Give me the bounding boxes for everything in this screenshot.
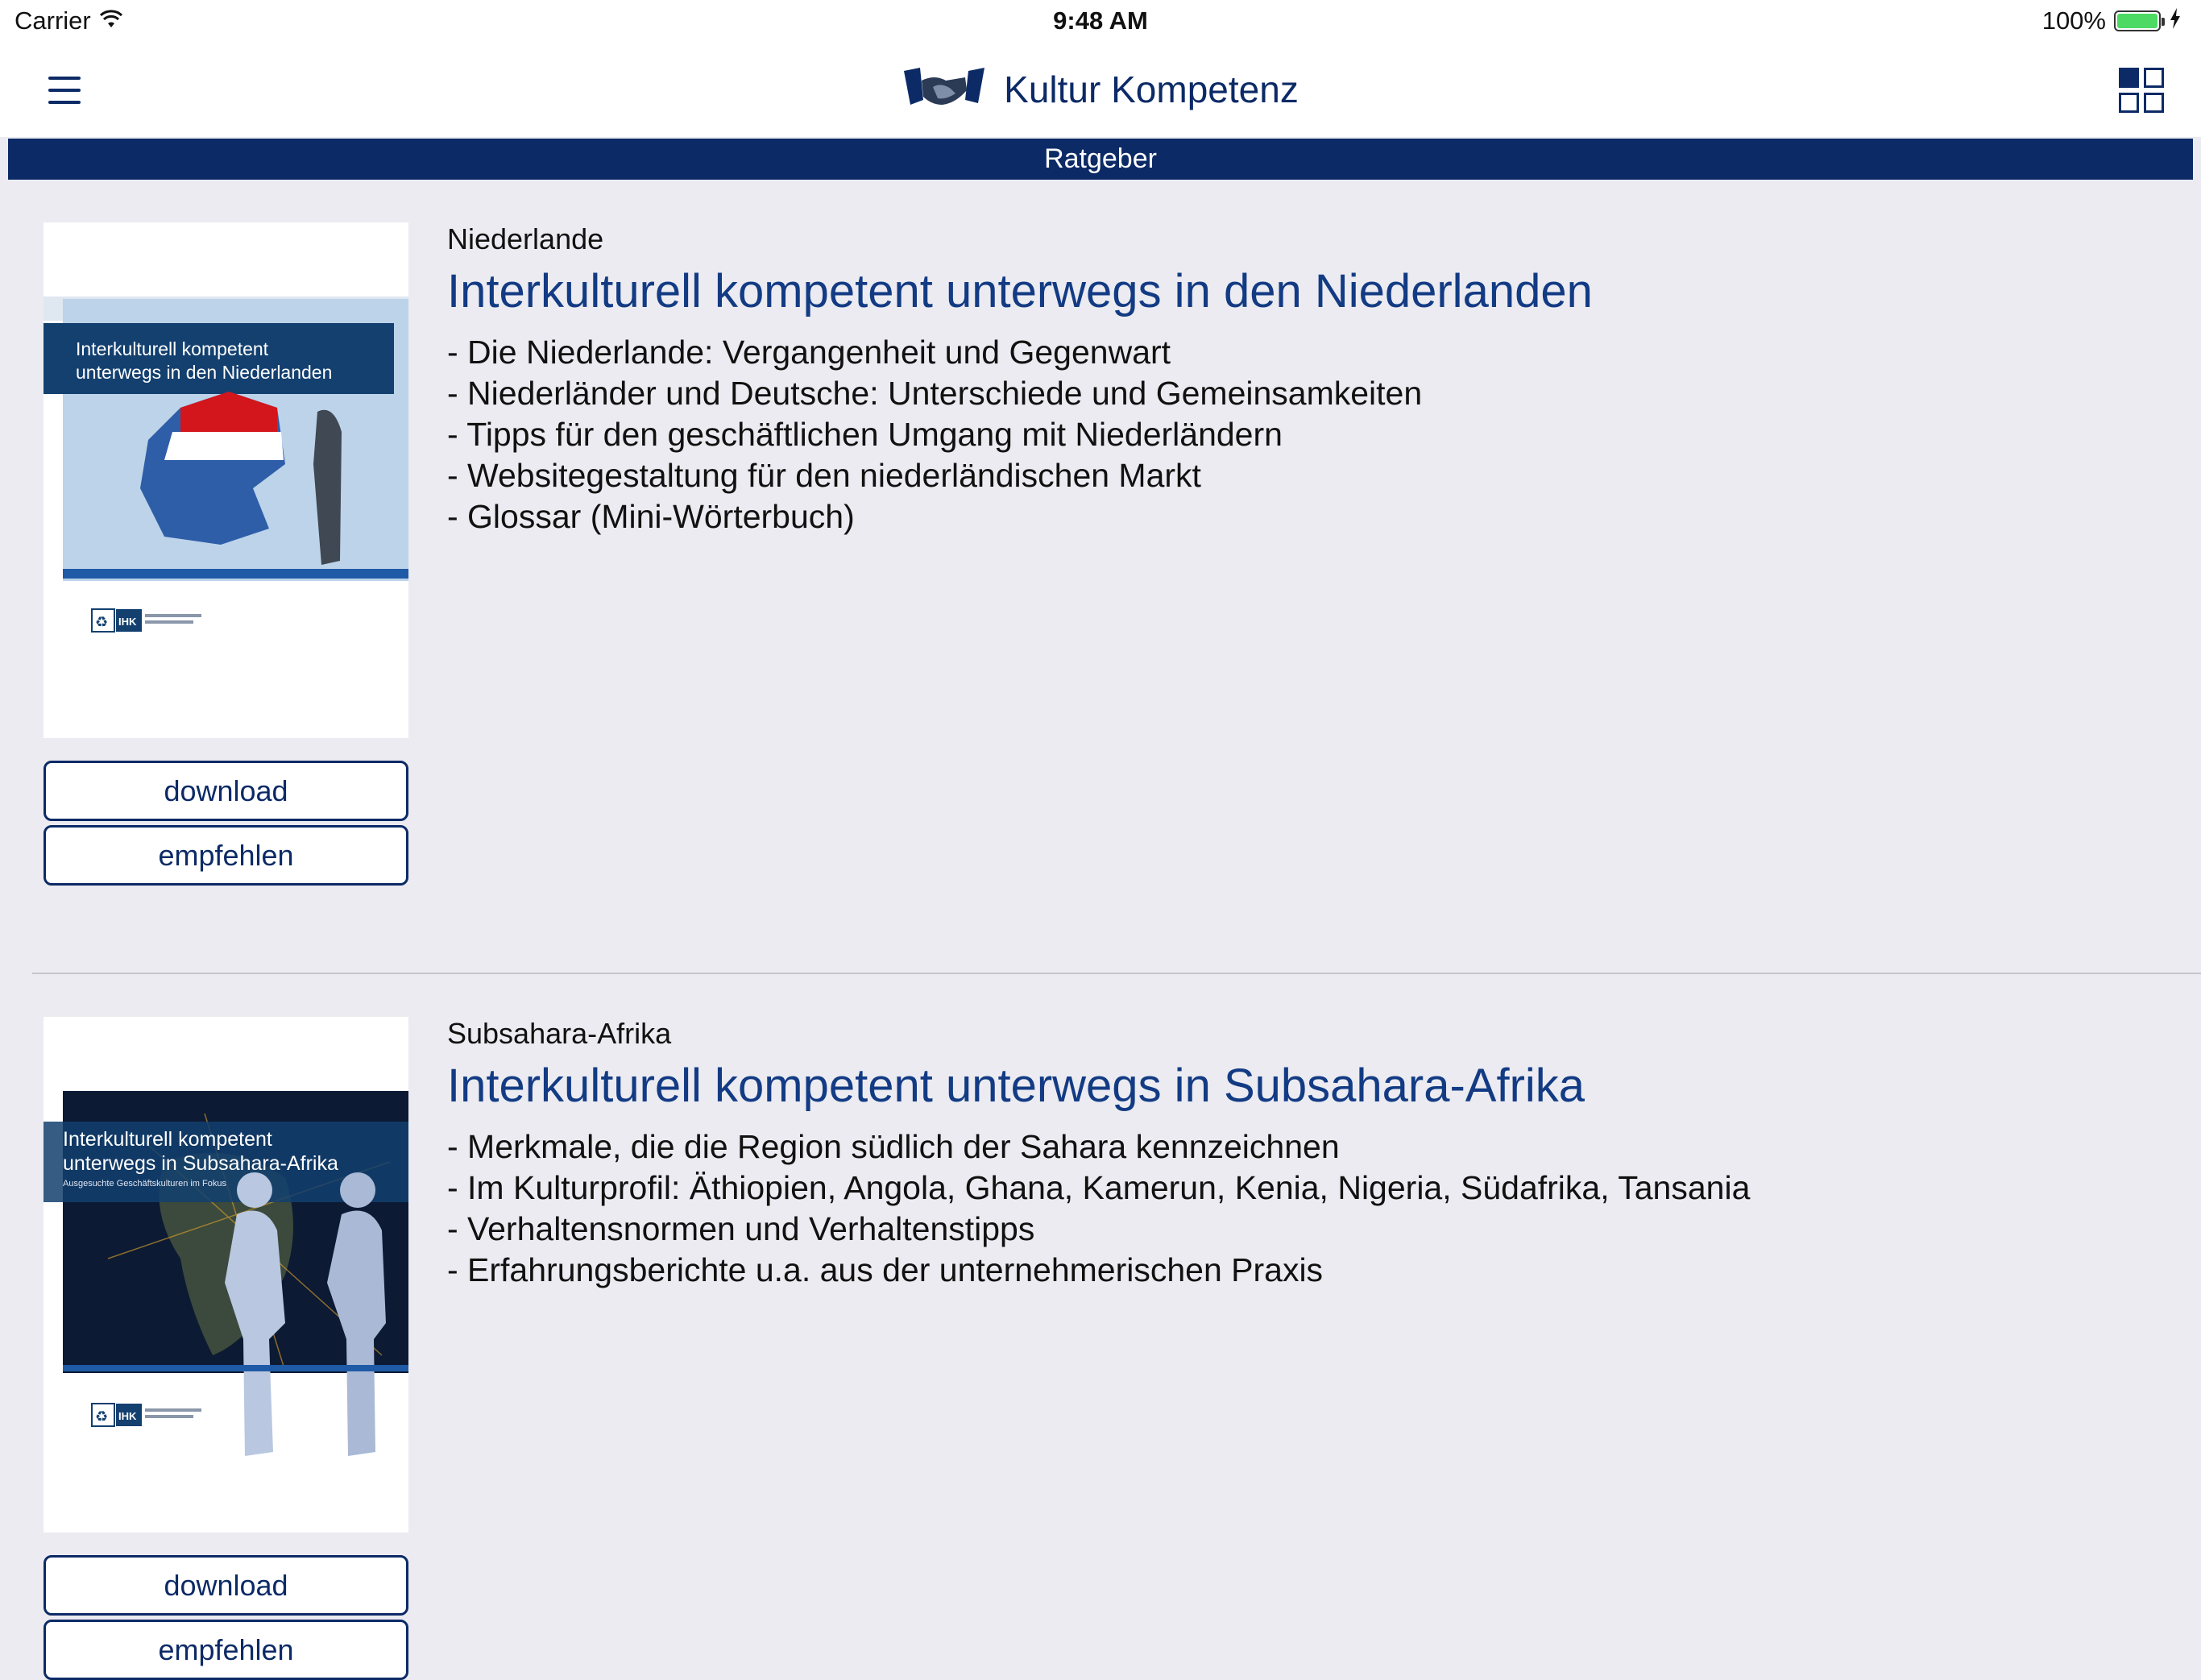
download-button[interactable]: download [44,761,408,821]
description-line: - Merkmale, die die Region südlich der Sahara kennzeichnen [447,1128,1340,1165]
battery-percent: 100% [2041,6,2106,35]
battery-icon [2114,10,2161,31]
cover-line-1: Interkulturell kompetent [63,1128,272,1151]
item-category: Subsahara-Afrika [447,1017,672,1050]
recommend-button[interactable]: empfehlen [44,1620,408,1680]
app-title: Kultur Kompetenz [1004,68,1299,110]
item-divider [32,973,2201,974]
description-line: - Im Kulturprofil: Äthiopien, Angola, Ghana, Kamerun, Kenia, Nigeria, Südafrika, Tansania [447,1169,1751,1206]
description-line: - Erfahrungsberichte u.a. aus der unternehmerischen Praxis [447,1251,1324,1288]
item-title[interactable]: Interkulturell kompetent unterwegs in den Niederlanden [447,265,1593,317]
description-line: - Die Niederlande: Vergangenheit und Gegenwart [447,334,1171,371]
cover-image-subsahara[interactable] [44,1017,408,1533]
download-button[interactable]: download [44,1555,408,1616]
description-line: - Niederländer und Deutsche: Unterschiede und Gemeinsamkeiten [447,375,1423,412]
item-category: Niederlande [447,222,604,255]
svg-text:♻: ♻ [95,614,109,630]
cover-publisher: IHK [118,616,137,628]
handshake-logo-icon [902,63,986,115]
app-brand [0,63,2201,115]
description-line: - Tipps für den geschäftlichen Umgang mit Niederländern [447,416,1283,453]
cover-publisher: IHK [118,1410,137,1422]
recommend-button[interactable]: empfehlen [44,825,408,886]
grid-layout-icon[interactable] [2119,68,2164,113]
description-line: - Verhaltensnormen und Verhaltenstipps [447,1210,1035,1247]
item-title[interactable]: Interkulturell kompetent unterwegs in Subsahara-Afrika [447,1060,1585,1112]
svg-text:♻: ♻ [95,1408,109,1425]
description-line: - Websitegestaltung für den niederländischen Markt [447,457,1201,494]
item-description-list [447,1126,1750,1291]
description-line: - Glossar (Mini-Wörterbuch) [447,498,855,535]
carrier-label: Carrier [15,6,91,35]
clock: 9:48 AM [1053,6,1148,35]
cover-line-2: unterwegs in den Niederlanden [76,362,333,383]
section-header: Ratgeber [8,139,2193,180]
cover-line-2: unterwegs in Subsahara-Afrika [63,1152,338,1175]
cover-line-3: Ausgesuchte Geschäftskulturen im Fokus [63,1179,226,1188]
cover-image-niederlande[interactable] [44,222,408,738]
status-bar [0,0,2201,45]
battery-fill [2117,14,2157,28]
cover-line-1: Interkulturell kompetent [76,338,269,359]
navigation-bar [0,45,2201,137]
charging-bolt-icon [2169,6,2182,35]
battery-indicator [2042,6,2182,35]
item-description-list [447,332,1422,537]
